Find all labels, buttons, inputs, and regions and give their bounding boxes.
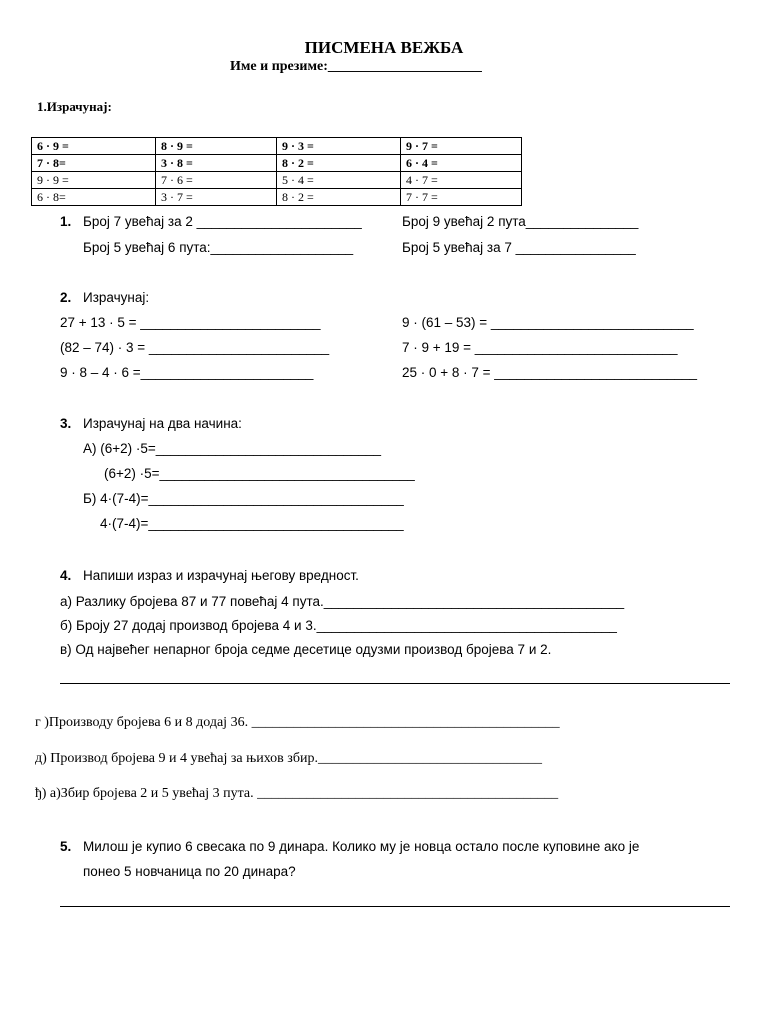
table-cell[interactable]: 3 · 7 = [156, 189, 277, 206]
name-field[interactable]: Име и презиме:______________________ [230, 59, 482, 74]
task4-item-a[interactable]: а) Разлику бројева 87 и 77 повећај 4 пута.________________________________________ [60, 594, 625, 609]
task2-expr-3[interactable]: (82 – 74) · 3 = ________________________ [60, 340, 330, 355]
task4-item-v: в) Од највећег непарног броја седме десетице одузми производ бројева 7 и 2. [60, 642, 552, 657]
table-cell[interactable]: 8 · 2 = [277, 189, 401, 206]
task2-expr-4[interactable]: 7 · 9 + 19 = ___________________________ [402, 340, 678, 355]
task2-expr-5[interactable]: 9 · 8 – 4 · 6 =_______________________ [60, 365, 314, 380]
task2-expr-1[interactable]: 27 + 13 · 5 = ________________________ [60, 315, 321, 330]
answer-line[interactable] [60, 683, 730, 684]
table-cell[interactable]: 8 · 2 = [277, 155, 401, 172]
table-cell[interactable]: 9 · 7 = [401, 138, 522, 155]
table-cell[interactable]: 9 · 9 = [32, 172, 156, 189]
task2-expr-6[interactable]: 25 · 0 + 8 · 7 = ___________________________ [402, 365, 698, 380]
task3-expr-b1[interactable]: Б) 4·(7-4)=__________________________________ [83, 491, 404, 506]
table-cell[interactable]: 6 · 4 = [401, 155, 522, 172]
table-cell[interactable]: 6 · 8= [32, 189, 156, 206]
table-cell[interactable]: 3 · 8 = [156, 155, 277, 172]
table-cell[interactable]: 7 · 8= [32, 155, 156, 172]
section1-heading: 1.Израчунај: [37, 99, 112, 114]
table-cell[interactable]: 6 · 9 = [32, 138, 156, 155]
task1-item-a[interactable]: Број 7 увећај за 2 ______________________ [83, 214, 362, 229]
task3-expr-a1[interactable]: А) (6+2) ·5=______________________________ [83, 441, 382, 456]
task4-item-d[interactable]: д) Производ бројева 9 и 4 увећај за њихов збир.________________________________ [35, 751, 542, 766]
table-cell[interactable]: 4 · 7 = [401, 172, 522, 189]
task1-number: 1. [60, 214, 72, 229]
table-row [32, 189, 522, 206]
task4-number: 4. [60, 568, 72, 583]
table-cell[interactable]: 7 · 7 = [401, 189, 522, 206]
task3-number: 3. [60, 416, 72, 431]
table-row [32, 138, 522, 155]
multiplication-table [31, 137, 522, 206]
table-cell[interactable]: 9 · 3 = [277, 138, 401, 155]
page-title: ПИСМЕНА ВЕЖБА [304, 38, 464, 57]
task4-label: Напиши израз и израчунај његову вредност. [83, 568, 359, 583]
task4-item-dj[interactable]: ђ) а)Збир бројева 2 и 5 увећај 3 пута. ___________________________________________ [35, 786, 559, 801]
table-row [32, 155, 522, 172]
table-row [32, 172, 522, 189]
task3-expr-b2[interactable]: 4·(7-4)=__________________________________ [100, 516, 404, 531]
task1-item-c[interactable]: Број 5 увећај 6 пута:___________________ [83, 240, 354, 255]
answer-line[interactable] [60, 906, 730, 907]
task5-number: 5. [60, 839, 72, 854]
task3-label: Израчунај на два начина: [83, 416, 242, 431]
task2-expr-2[interactable]: 9 · (61 – 53) = ___________________________ [402, 315, 694, 330]
task5-text-line2: понео 5 новчаница по 20 динара? [83, 864, 296, 879]
table-cell[interactable]: 5 · 4 = [277, 172, 401, 189]
task5-text-line1: Милош је купио 6 свесака по 9 динара. Колико му је новца остало после куповине ако је [83, 839, 640, 854]
task2-number: 2. [60, 290, 72, 305]
task4-item-b[interactable]: б) Броју 27 додај производ бројева 4 и 3.________________________________________ [60, 618, 617, 633]
table-cell[interactable]: 8 · 9 = [156, 138, 277, 155]
task4-item-g[interactable]: г )Производу бројева 6 и 8 додај 36. ____________________________________________ [35, 715, 560, 730]
table-cell[interactable]: 7 · 6 = [156, 172, 277, 189]
task3-expr-a2[interactable]: (6+2) ·5=__________________________________ [104, 466, 415, 481]
task1-item-d[interactable]: Број 5 увећај за 7 ________________ [402, 240, 636, 255]
task2-label: Израчунај: [83, 290, 150, 305]
task1-item-b[interactable]: Број 9 увећај 2 пута_______________ [402, 214, 639, 229]
